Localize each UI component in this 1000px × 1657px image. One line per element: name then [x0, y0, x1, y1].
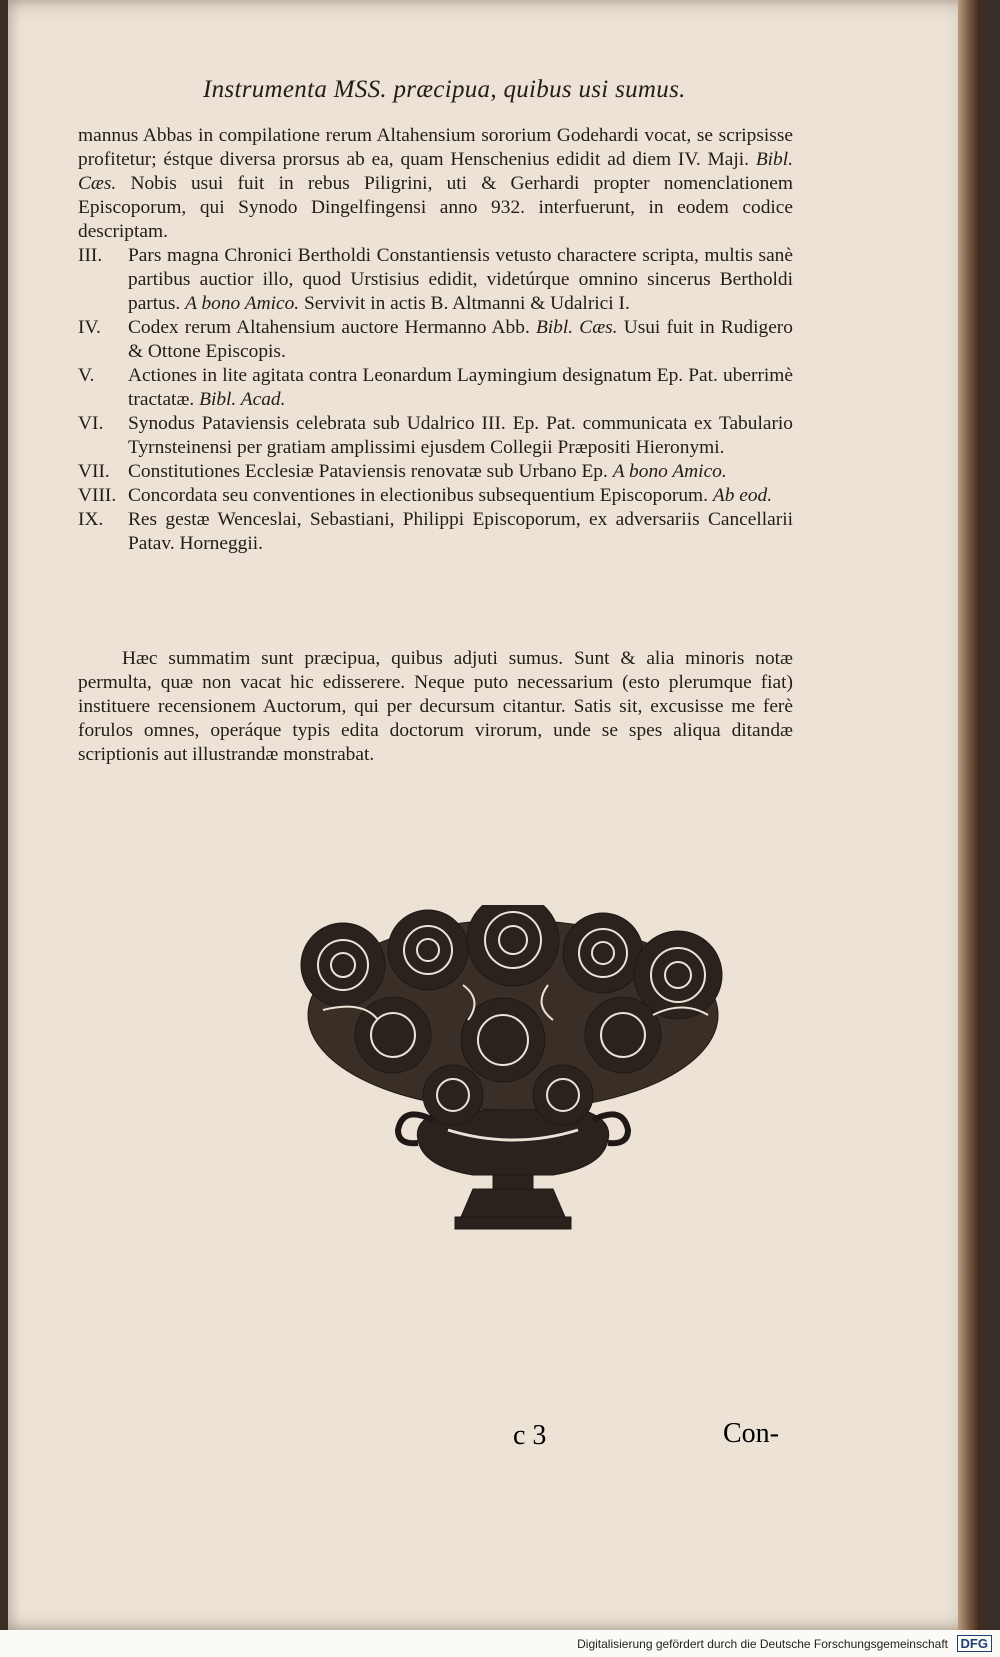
entry-source: Bibl. Acad. [199, 389, 286, 410]
entry-text [128, 316, 793, 364]
entry-text [128, 460, 793, 484]
entry-source: Ab eod. [712, 485, 773, 506]
entry-source: Bibl. Cæs. [535, 317, 618, 338]
entry-note: Usui fuit in Rudigero & Ottone Episcopis. [128, 317, 793, 362]
entry-number: V. [78, 365, 95, 386]
entry-number: VIII. [78, 485, 117, 506]
entry-text [128, 244, 793, 316]
entry-number: IV. [78, 317, 101, 338]
entry-description: Pars magna Chronici Bertholdi Constantiensis vetusto charactere scripta, multis sanè partibus auctior illo, quod Urstisius edidit, videtúrque omnino sincerus Bertholdi partus. [128, 245, 793, 314]
manuscript-entry [78, 508, 793, 556]
footer-bar [0, 1630, 1000, 1657]
entry-number: III. [78, 245, 103, 266]
entry-description: Codex rerum Altahensium auctore Hermanno Abb. [128, 317, 530, 338]
entry-number: VI. [78, 413, 104, 434]
flower-vase-ornament-icon [203, 905, 823, 1235]
entry-text [128, 484, 793, 508]
entry-text [128, 364, 793, 412]
entry-description: Constitutiones Ecclesiæ Pataviensis renovatæ sub Urbano Ep. [128, 461, 608, 482]
manuscript-entry [78, 244, 793, 316]
continuation-main: mannus Abbas in compilatione rerum Altahensium sororium Godehardi vocat, se scripsisse profitetur; éstque diversa prorsus ab ea, quam Henschenius edidit ad diem IV. Maji. [78, 125, 793, 170]
entry-description: Res gestæ Wenceslai, Sebastiani, Philippi Episcoporum, ex adversariis Cancellarii Patav. Horneggii. [128, 509, 793, 554]
signature-mark: c 3 [513, 1420, 547, 1451]
manuscript-entry [78, 412, 793, 460]
closing-paragraph: Hæc summatim sunt præcipua, quibus adjuti sumus. Sunt & alia minoris notæ permulta, quæ non vacat hic edisserere. Neque puto necessarium (esto plerumque fiat) instituere recensionem Auctorum, qui per decursum citantur. Satis sit, excusisse me ferè forulos omnes, operáque typis edita doctorum virorum, unde se spes aliqua ditandæ scriptionis aut illustrandæ monstrabat. [78, 648, 793, 765]
entry-number: IX. [78, 509, 104, 530]
entry-description: Actiones in lite agitata contra Leonardum Laymingium designatum Ep. Pat. uberrimè tractatæ. [128, 365, 793, 410]
entry-note: Servivit in actis B. Altmanni & Udalrici I. [303, 293, 630, 314]
entry-source: A bono Amico. [185, 293, 300, 314]
manuscript-entry [78, 484, 793, 508]
book-page [8, 0, 980, 1630]
manuscript-entry [78, 316, 793, 364]
entry-number: VII. [78, 461, 110, 482]
page-edge [958, 0, 980, 1630]
dfg-logo: DFG [957, 1635, 992, 1652]
continuation-tail: Nobis usui fuit in rebus Piligrini, uti & Gerhardi propter nomenclationem Episcoporum, qui Synodo Dingelfingensi anno 932. interfuerunt, in eodem codice descriptam. [78, 173, 793, 242]
manuscript-list [78, 124, 793, 556]
manuscript-entry [78, 364, 793, 412]
entry-text [128, 412, 793, 460]
entry-description: Synodus Pataviensis celebrata sub Udalrico III. Ep. Pat. communicata ex Tabulario Tyrnsteinensi per gratiam amplissimi ejusdem Collegii Præpositi Hieronymi. [128, 413, 793, 458]
catchword: Con- [723, 1418, 779, 1449]
running-header: Instrumenta MSS. præcipua, quibus usi sumus. [203, 76, 686, 103]
manuscript-entry [78, 460, 793, 484]
entry-list [78, 244, 793, 556]
entry-text [128, 508, 793, 556]
footer-text: Digitalisierung gefördert durch die Deutsche Forschungsgemeinschaft [577, 1637, 948, 1651]
entry-description: Concordata seu conventiones in electionibus subsequentium Episcoporum. [128, 485, 708, 506]
entry-source: A bono Amico. [612, 461, 727, 482]
continuation-source: Bibl. Cæs. [78, 149, 793, 194]
continuation-text [78, 124, 793, 244]
